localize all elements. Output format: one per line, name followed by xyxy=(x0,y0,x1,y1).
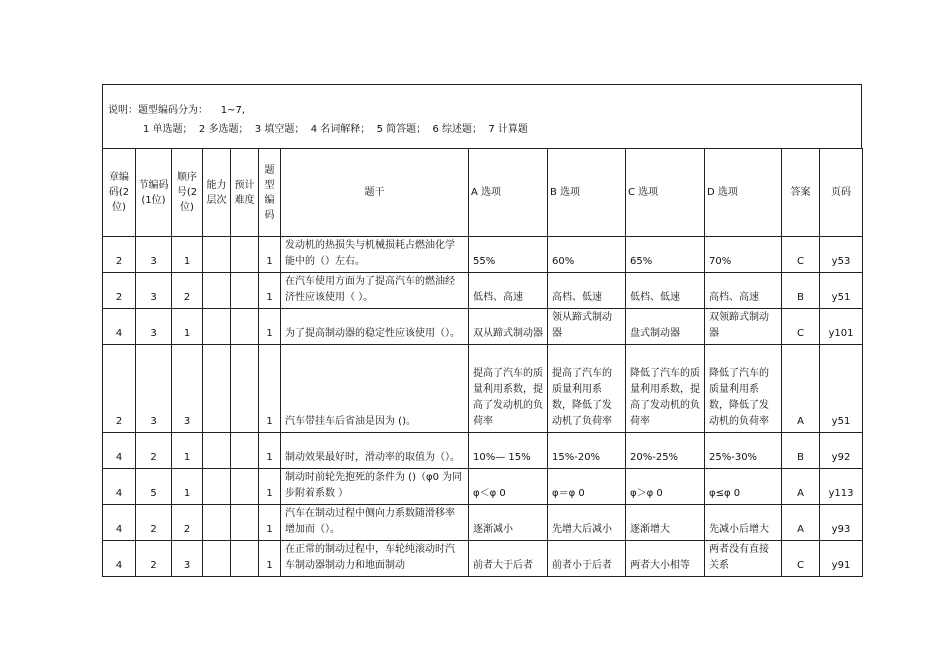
cell-type: 1 xyxy=(259,433,281,469)
cell-ability xyxy=(203,433,231,469)
cell-page: y92 xyxy=(820,433,863,469)
cell-stem: 汽车在制动过程中侧向力系数随滑移率增加而（）。 xyxy=(281,505,469,541)
cell-option-c: 降低了汽车的质量利用系数，提高了发动机的负荷率 xyxy=(626,345,705,433)
cell-page: y101 xyxy=(820,309,863,345)
cell-section: 3 xyxy=(136,345,172,433)
cell-difficulty xyxy=(231,237,259,273)
header-section: 节编码(1位) xyxy=(136,149,172,237)
cell-option-d: 两者没有直接关系 xyxy=(705,541,782,577)
header-option-c: C 选项 xyxy=(626,149,705,237)
cell-section: 5 xyxy=(136,469,172,505)
cell-type: 1 xyxy=(259,541,281,577)
cell-answer: B xyxy=(782,433,820,469)
cell-answer: A xyxy=(782,345,820,433)
cell-option-d: 70% xyxy=(705,237,782,273)
table-row xyxy=(103,433,863,469)
cell-page: y53 xyxy=(820,237,863,273)
cell-option-c: 65% xyxy=(626,237,705,273)
cell-type: 1 xyxy=(259,505,281,541)
cell-stem: 为了提高制动器的稳定性应该使用（）。 xyxy=(281,309,469,345)
cell-ability xyxy=(203,469,231,505)
cell-difficulty xyxy=(231,433,259,469)
table-row xyxy=(103,541,863,577)
cell-option-c: 逐渐增大 xyxy=(626,505,705,541)
cell-type: 1 xyxy=(259,345,281,433)
cell-section: 3 xyxy=(136,237,172,273)
cell-section: 2 xyxy=(136,433,172,469)
notes-line-2: 1 单选题； 2 多选题； 3 填空题； 4 名词解释； 5 简答题； 6 综述题； 7 计算题 xyxy=(143,124,528,135)
cell-option-c: 20%-25% xyxy=(626,433,705,469)
cell-option-c: 两者大小相等 xyxy=(626,541,705,577)
table-row xyxy=(103,237,863,273)
cell-option-a: 低档、高速 xyxy=(469,273,548,309)
header-row xyxy=(103,149,863,237)
cell-chapter: 4 xyxy=(103,505,136,541)
cell-chapter: 4 xyxy=(103,541,136,577)
header-option-a: A 选项 xyxy=(469,149,548,237)
cell-section: 2 xyxy=(136,505,172,541)
cell-option-c: 低档、低速 xyxy=(626,273,705,309)
cell-difficulty xyxy=(231,541,259,577)
cell-page: y51 xyxy=(820,345,863,433)
cell-order: 1 xyxy=(172,237,203,273)
cell-option-a: 逐渐减小 xyxy=(469,505,548,541)
cell-option-b: 15%-20% xyxy=(548,433,626,469)
cell-chapter: 2 xyxy=(103,345,136,433)
cell-section: 2 xyxy=(136,541,172,577)
table-row xyxy=(103,273,863,309)
cell-difficulty xyxy=(231,469,259,505)
cell-stem: 在汽车使用方面为了提高汽车的燃油经济性应该使用（ ）。 xyxy=(281,273,469,309)
cell-stem: 汽车带挂车后省油是因为 ()。 xyxy=(281,345,469,433)
cell-chapter: 2 xyxy=(103,273,136,309)
table-row xyxy=(103,345,863,433)
cell-section: 3 xyxy=(136,309,172,345)
cell-option-b: 前者小于后者 xyxy=(548,541,626,577)
table-row xyxy=(103,505,863,541)
cell-option-a: 55% xyxy=(469,237,548,273)
header-type: 题型编码 xyxy=(259,149,281,237)
cell-option-d: φ≤φ 0 xyxy=(705,469,782,505)
cell-ability xyxy=(203,505,231,541)
cell-order: 1 xyxy=(172,309,203,345)
cell-option-a: φ＜φ 0 xyxy=(469,469,548,505)
cell-option-b: 高档、低速 xyxy=(548,273,626,309)
cell-chapter: 4 xyxy=(103,309,136,345)
header-stem: 题干 xyxy=(281,149,469,237)
cell-stem: 发动机的热损失与机械损耗占燃油化学能中的（）左右。 xyxy=(281,237,469,273)
cell-order: 2 xyxy=(172,273,203,309)
cell-difficulty xyxy=(231,273,259,309)
cell-option-d: 双领蹄式制动器 xyxy=(705,309,782,345)
cell-order: 3 xyxy=(172,541,203,577)
cell-answer: C xyxy=(782,237,820,273)
cell-option-a: 前者大于后者 xyxy=(469,541,548,577)
cell-difficulty xyxy=(231,309,259,345)
table-row xyxy=(103,309,863,345)
cell-chapter: 4 xyxy=(103,469,136,505)
notes-line-1: 说明：题型编码分为： 1~7, xyxy=(108,105,245,116)
cell-ability xyxy=(203,541,231,577)
cell-order: 2 xyxy=(172,505,203,541)
cell-option-d: 高档、高速 xyxy=(705,273,782,309)
cell-answer: B xyxy=(782,273,820,309)
cell-difficulty xyxy=(231,505,259,541)
cell-ability xyxy=(203,309,231,345)
cell-chapter: 2 xyxy=(103,237,136,273)
cell-page: y91 xyxy=(820,541,863,577)
cell-option-c: 盘式制动器 xyxy=(626,309,705,345)
cell-ability xyxy=(203,273,231,309)
cell-option-c: φ＞φ 0 xyxy=(626,469,705,505)
cell-chapter: 4 xyxy=(103,433,136,469)
table-row xyxy=(103,469,863,505)
cell-type: 1 xyxy=(259,273,281,309)
cell-order: 3 xyxy=(172,345,203,433)
cell-page: y93 xyxy=(820,505,863,541)
header-chapter: 章编码(2位) xyxy=(103,149,136,237)
cell-option-b: φ＝φ 0 xyxy=(548,469,626,505)
cell-order: 1 xyxy=(172,469,203,505)
cell-page: y51 xyxy=(820,273,863,309)
cell-answer: A xyxy=(782,469,820,505)
cell-option-a: 提高了汽车的质量利用系数，提高了发动机的负荷率 xyxy=(469,345,548,433)
header-difficulty: 预计难度 xyxy=(231,149,259,237)
header-option-d: D 选项 xyxy=(705,149,782,237)
cell-order: 1 xyxy=(172,433,203,469)
header-ability: 能力层次 xyxy=(203,149,231,237)
header-page: 页码 xyxy=(820,149,863,237)
cell-option-a: 10%— 15% xyxy=(469,433,548,469)
cell-option-b: 先增大后减小 xyxy=(548,505,626,541)
header-order: 顺序号(2位) xyxy=(172,149,203,237)
cell-ability xyxy=(203,345,231,433)
question-table xyxy=(102,148,863,577)
cell-answer: C xyxy=(782,309,820,345)
cell-type: 1 xyxy=(259,469,281,505)
cell-section: 3 xyxy=(136,273,172,309)
cell-stem: 在正常的制动过程中，车轮纯滚动时汽车制动器制动力和地面制动 xyxy=(281,541,469,577)
header-answer: 答案 xyxy=(782,149,820,237)
cell-option-b: 领从蹄式制动器 xyxy=(548,309,626,345)
cell-option-b: 提高了汽车的质量利用系数，降低了发动机了负荷率 xyxy=(548,345,626,433)
cell-stem: 制动效果最好时，滑动率的取值为（）。 xyxy=(281,433,469,469)
cell-option-b: 60% xyxy=(548,237,626,273)
cell-stem: 制动时前轮先抱死的条件为 ()（φ0 为同步附着系数 ） xyxy=(281,469,469,505)
cell-page: y113 xyxy=(820,469,863,505)
cell-difficulty xyxy=(231,345,259,433)
cell-option-a: 双从蹄式制动器 xyxy=(469,309,548,345)
cell-ability xyxy=(203,237,231,273)
cell-option-d: 25%-30% xyxy=(705,433,782,469)
cell-type: 1 xyxy=(259,309,281,345)
cell-answer: C xyxy=(782,541,820,577)
cell-answer: A xyxy=(782,505,820,541)
header-option-b: B 选项 xyxy=(548,149,626,237)
cell-option-d: 降低了汽车的质量利用系数，降低了发动机的负荷率 xyxy=(705,345,782,433)
question-bank-sheet xyxy=(102,84,862,577)
notes-box xyxy=(102,84,862,148)
cell-option-d: 先减小后增大 xyxy=(705,505,782,541)
cell-type: 1 xyxy=(259,237,281,273)
